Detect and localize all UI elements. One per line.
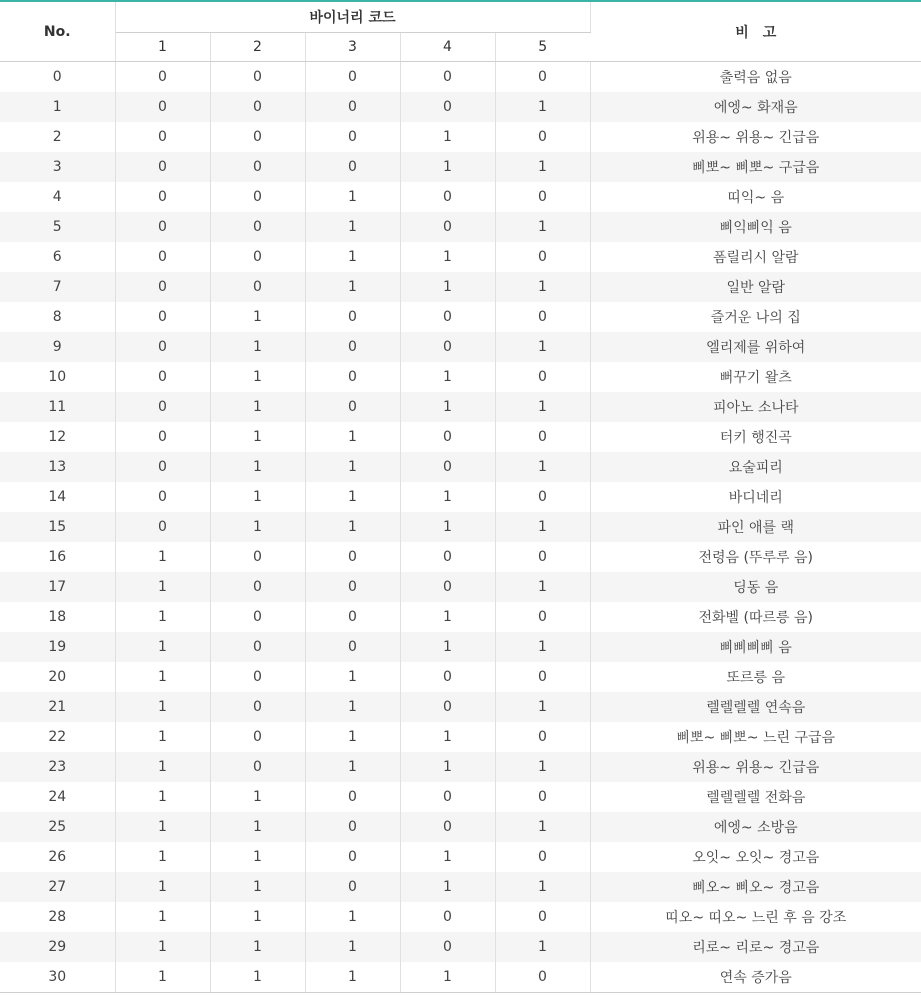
table-row bbox=[0, 962, 921, 993]
cell-bit-5: 0 bbox=[495, 602, 590, 632]
cell-bit-1: 1 bbox=[115, 722, 210, 752]
cell-bit-5: 0 bbox=[495, 242, 590, 272]
table-row bbox=[0, 932, 921, 962]
cell-note: 출력음 없음 bbox=[719, 70, 792, 86]
cell-bit-1: 0 bbox=[115, 392, 210, 422]
cell-note: 연속 증가음 bbox=[590, 962, 921, 993]
cell-no: 24 bbox=[0, 782, 115, 812]
cell-bit-5: 0 bbox=[495, 662, 590, 692]
cell-bit-4: 0 bbox=[400, 812, 495, 842]
cell-bit-1: 0 bbox=[115, 212, 210, 242]
cell-bit-1: 1 bbox=[115, 752, 210, 782]
cell-bit-5: 1 bbox=[495, 932, 590, 962]
cell-no: 4 bbox=[0, 182, 115, 212]
cell-bit-4: 1 bbox=[400, 122, 495, 152]
cell-no: 12 bbox=[0, 422, 115, 452]
cell-bit-3: 1 bbox=[305, 962, 400, 993]
cell-bit-4: 0 bbox=[400, 302, 495, 332]
cell-note: 위용~ 위용~ 긴급음 bbox=[692, 130, 820, 146]
table-row bbox=[0, 182, 921, 212]
cell-bit-4: 0 bbox=[400, 572, 495, 602]
cell-bit-2: 0 bbox=[210, 692, 305, 722]
table-row bbox=[0, 782, 921, 812]
cell-bit-4: 0 bbox=[400, 212, 495, 242]
cell-note: 오잇~ 오잇~ 경고음 bbox=[692, 850, 820, 866]
cell-bit-3: 0 bbox=[305, 842, 400, 872]
cell-bit-1: 0 bbox=[115, 452, 210, 482]
cell-bit-2: 0 bbox=[210, 602, 305, 632]
cell-bit-3: 1 bbox=[305, 512, 400, 542]
cell-no: 0 bbox=[0, 62, 115, 93]
cell-bit-2: 0 bbox=[210, 752, 305, 782]
cell-no: 5 bbox=[0, 212, 115, 242]
cell-bit-2: 1 bbox=[210, 422, 305, 452]
cell-bit-5: 0 bbox=[495, 962, 590, 993]
cell-bit-4: 1 bbox=[400, 632, 495, 662]
table-row bbox=[0, 242, 921, 272]
header-note: 비 고 bbox=[590, 1, 921, 62]
table-row bbox=[0, 902, 921, 932]
cell-bit-2: 1 bbox=[210, 452, 305, 482]
cell-bit-4: 1 bbox=[400, 752, 495, 782]
header-bit-1: 1 bbox=[115, 33, 210, 62]
cell-no: 11 bbox=[0, 392, 115, 422]
cell-bit-3: 0 bbox=[305, 362, 400, 392]
cell-bit-4: 1 bbox=[400, 242, 495, 272]
cell-bit-3: 0 bbox=[305, 302, 400, 332]
cell-no: 16 bbox=[0, 542, 115, 572]
cell-bit-3: 0 bbox=[305, 92, 400, 122]
cell-bit-3: 1 bbox=[305, 722, 400, 752]
cell-bit-1: 1 bbox=[115, 662, 210, 692]
cell-bit-1: 1 bbox=[115, 602, 210, 632]
cell-bit-3: 1 bbox=[305, 182, 400, 212]
cell-bit-3: 1 bbox=[305, 212, 400, 242]
cell-note: 또르릉 음 bbox=[726, 670, 786, 686]
table-row bbox=[0, 662, 921, 692]
cell-bit-4: 1 bbox=[400, 482, 495, 512]
cell-bit-1: 0 bbox=[115, 122, 210, 152]
cell-no: 3 bbox=[0, 152, 115, 182]
cell-bit-5: 0 bbox=[495, 122, 590, 152]
cell-bit-3: 1 bbox=[305, 692, 400, 722]
cell-no: 9 bbox=[0, 332, 115, 362]
cell-bit-1: 1 bbox=[115, 872, 210, 902]
cell-bit-3: 0 bbox=[305, 602, 400, 632]
cell-bit-1: 0 bbox=[115, 302, 210, 332]
cell-bit-5: 1 bbox=[495, 272, 590, 302]
cell-bit-3: 1 bbox=[305, 272, 400, 302]
cell-bit-1: 0 bbox=[115, 152, 210, 182]
cell-bit-3: 1 bbox=[305, 902, 400, 932]
cell-no: 19 bbox=[0, 632, 115, 662]
cell-note: 렐렐렐렐 연속음 bbox=[590, 692, 921, 722]
cell-note: 터키 행진곡 bbox=[719, 430, 792, 446]
cell-note: 삐뽀~ 삐뽀~ 구급음 bbox=[590, 152, 921, 182]
cell-bit-1: 0 bbox=[115, 92, 210, 122]
table-row bbox=[0, 62, 921, 93]
cell-bit-4: 1 bbox=[400, 152, 495, 182]
cell-bit-4: 1 bbox=[400, 722, 495, 752]
cell-note: 엘리제를 위하여 bbox=[590, 332, 921, 362]
cell-bit-1: 0 bbox=[115, 62, 210, 93]
cell-bit-5: 1 bbox=[495, 92, 590, 122]
cell-bit-5: 0 bbox=[495, 542, 590, 572]
cell-bit-5: 1 bbox=[495, 152, 590, 182]
cell-no: 27 bbox=[0, 872, 115, 902]
cell-bit-4: 0 bbox=[400, 92, 495, 122]
cell-bit-5: 1 bbox=[495, 392, 590, 422]
cell-bit-5: 1 bbox=[495, 812, 590, 842]
table-row bbox=[0, 482, 921, 512]
cell-note: 즐거운 나의 집 bbox=[710, 310, 801, 326]
cell-bit-3: 1 bbox=[305, 242, 400, 272]
table-row bbox=[0, 872, 921, 902]
cell-no: 23 bbox=[0, 752, 115, 782]
table-row bbox=[0, 452, 921, 482]
cell-bit-1: 1 bbox=[115, 932, 210, 962]
cell-bit-3: 0 bbox=[305, 782, 400, 812]
cell-no: 25 bbox=[0, 812, 115, 842]
cell-bit-1: 0 bbox=[115, 362, 210, 392]
cell-bit-1: 1 bbox=[115, 572, 210, 602]
cell-bit-3: 0 bbox=[305, 332, 400, 362]
cell-no: 1 bbox=[0, 92, 115, 122]
table-row bbox=[0, 422, 921, 452]
cell-no: 14 bbox=[0, 482, 115, 512]
cell-note: 폼릴리시 알람 bbox=[712, 250, 799, 266]
cell-bit-2: 1 bbox=[210, 842, 305, 872]
cell-bit-2: 1 bbox=[210, 962, 305, 993]
cell-no: 13 bbox=[0, 452, 115, 482]
cell-bit-5: 1 bbox=[495, 452, 590, 482]
table-row bbox=[0, 692, 921, 722]
cell-bit-5: 0 bbox=[495, 842, 590, 872]
cell-bit-2: 1 bbox=[210, 362, 305, 392]
cell-bit-5: 1 bbox=[495, 512, 590, 542]
cell-no: 6 bbox=[0, 242, 115, 272]
cell-note: 에엥~ 소방음 bbox=[590, 812, 921, 842]
table-body bbox=[0, 62, 921, 993]
cell-bit-4: 1 bbox=[400, 512, 495, 542]
cell-bit-4: 0 bbox=[400, 332, 495, 362]
cell-bit-4: 1 bbox=[400, 872, 495, 902]
cell-no: 30 bbox=[0, 962, 115, 993]
cell-bit-1: 1 bbox=[115, 692, 210, 722]
cell-bit-5: 1 bbox=[495, 572, 590, 602]
cell-bit-4: 1 bbox=[400, 962, 495, 993]
cell-bit-1: 1 bbox=[115, 842, 210, 872]
cell-bit-1: 0 bbox=[115, 272, 210, 302]
cell-bit-2: 0 bbox=[210, 272, 305, 302]
cell-bit-5: 1 bbox=[495, 752, 590, 782]
cell-no: 7 bbox=[0, 272, 115, 302]
cell-note: 띠오~ 띠오~ 느린 후 음 강조 bbox=[665, 910, 847, 926]
cell-no: 22 bbox=[0, 722, 115, 752]
cell-no: 18 bbox=[0, 602, 115, 632]
cell-bit-2: 0 bbox=[210, 92, 305, 122]
cell-note: 전령음 (뚜루루 음) bbox=[698, 550, 813, 566]
cell-no: 28 bbox=[0, 902, 115, 932]
cell-bit-4: 0 bbox=[400, 182, 495, 212]
cell-note: 뻐꾸기 왈츠 bbox=[719, 370, 792, 386]
cell-bit-2: 0 bbox=[210, 122, 305, 152]
table-row bbox=[0, 512, 921, 542]
cell-no: 8 bbox=[0, 302, 115, 332]
cell-bit-5: 1 bbox=[495, 692, 590, 722]
cell-no: 26 bbox=[0, 842, 115, 872]
header-bit-5: 5 bbox=[495, 33, 590, 62]
cell-note: 삐오~ 삐오~ 경고음 bbox=[590, 872, 921, 902]
header-bit-4: 4 bbox=[400, 33, 495, 62]
cell-bit-4: 0 bbox=[400, 422, 495, 452]
cell-bit-2: 0 bbox=[210, 62, 305, 93]
cell-bit-3: 1 bbox=[305, 482, 400, 512]
cell-bit-5: 0 bbox=[495, 722, 590, 752]
table-row bbox=[0, 152, 921, 182]
cell-no: 15 bbox=[0, 512, 115, 542]
cell-bit-2: 0 bbox=[210, 722, 305, 752]
cell-note: 바디네리 bbox=[728, 490, 783, 506]
cell-note: 렐렐렐렐 전화음 bbox=[706, 790, 806, 806]
cell-bit-1: 1 bbox=[115, 902, 210, 932]
cell-bit-3: 0 bbox=[305, 122, 400, 152]
cell-bit-2: 1 bbox=[210, 872, 305, 902]
cell-bit-5: 1 bbox=[495, 872, 590, 902]
cell-bit-3: 1 bbox=[305, 752, 400, 782]
cell-bit-2: 0 bbox=[210, 152, 305, 182]
table-row bbox=[0, 392, 921, 422]
cell-no: 29 bbox=[0, 932, 115, 962]
table-row bbox=[0, 332, 921, 362]
cell-note: 삐뽀~ 삐뽀~ 느린 구급음 bbox=[676, 730, 836, 746]
cell-bit-1: 1 bbox=[115, 632, 210, 662]
cell-note: 띠익~ 음 bbox=[727, 190, 785, 206]
cell-bit-2: 1 bbox=[210, 482, 305, 512]
cell-bit-4: 0 bbox=[400, 62, 495, 93]
header-bit-2: 2 bbox=[210, 33, 305, 62]
cell-note: 파인 애를 랙 bbox=[590, 512, 921, 542]
cell-note: 일반 알람 bbox=[590, 272, 921, 302]
cell-bit-4: 1 bbox=[400, 602, 495, 632]
cell-bit-4: 0 bbox=[400, 902, 495, 932]
cell-bit-2: 0 bbox=[210, 662, 305, 692]
cell-bit-2: 0 bbox=[210, 632, 305, 662]
table-row bbox=[0, 122, 921, 152]
table-row bbox=[0, 302, 921, 332]
cell-bit-2: 0 bbox=[210, 212, 305, 242]
cell-bit-3: 0 bbox=[305, 812, 400, 842]
cell-bit-3: 0 bbox=[305, 872, 400, 902]
cell-no: 17 bbox=[0, 572, 115, 602]
cell-bit-5: 0 bbox=[495, 302, 590, 332]
cell-bit-5: 0 bbox=[495, 482, 590, 512]
table-row bbox=[0, 92, 921, 122]
cell-bit-4: 0 bbox=[400, 452, 495, 482]
cell-bit-5: 1 bbox=[495, 332, 590, 362]
cell-bit-5: 0 bbox=[495, 62, 590, 93]
cell-bit-3: 0 bbox=[305, 152, 400, 182]
cell-bit-1: 1 bbox=[115, 962, 210, 993]
cell-bit-4: 1 bbox=[400, 362, 495, 392]
cell-bit-2: 0 bbox=[210, 182, 305, 212]
cell-bit-5: 0 bbox=[495, 902, 590, 932]
cell-bit-3: 1 bbox=[305, 422, 400, 452]
cell-bit-1: 0 bbox=[115, 332, 210, 362]
cell-bit-5: 0 bbox=[495, 362, 590, 392]
cell-bit-1: 0 bbox=[115, 512, 210, 542]
cell-note: 에엥~ 화재음 bbox=[590, 92, 921, 122]
cell-bit-2: 1 bbox=[210, 512, 305, 542]
table-row bbox=[0, 722, 921, 752]
table-row bbox=[0, 212, 921, 242]
table-row bbox=[0, 812, 921, 842]
cell-bit-3: 0 bbox=[305, 632, 400, 662]
table-row bbox=[0, 572, 921, 602]
cell-bit-2: 1 bbox=[210, 932, 305, 962]
table-row bbox=[0, 632, 921, 662]
table-row bbox=[0, 602, 921, 632]
cell-bit-4: 0 bbox=[400, 782, 495, 812]
cell-note: 리로~ 리로~ 경고음 bbox=[590, 932, 921, 962]
cell-bit-4: 0 bbox=[400, 662, 495, 692]
cell-no: 21 bbox=[0, 692, 115, 722]
cell-bit-2: 1 bbox=[210, 392, 305, 422]
cell-bit-1: 1 bbox=[115, 782, 210, 812]
cell-bit-4: 1 bbox=[400, 272, 495, 302]
cell-bit-3: 0 bbox=[305, 392, 400, 422]
cell-bit-3: 0 bbox=[305, 62, 400, 93]
cell-bit-4: 0 bbox=[400, 542, 495, 572]
cell-no: 2 bbox=[0, 122, 115, 152]
cell-bit-1: 0 bbox=[115, 242, 210, 272]
header-bit-3: 3 bbox=[305, 33, 400, 62]
cell-bit-3: 0 bbox=[305, 542, 400, 572]
cell-bit-5: 0 bbox=[495, 782, 590, 812]
table-row bbox=[0, 272, 921, 302]
cell-bit-4: 1 bbox=[400, 392, 495, 422]
cell-bit-2: 1 bbox=[210, 302, 305, 332]
cell-bit-5: 1 bbox=[495, 632, 590, 662]
cell-bit-2: 1 bbox=[210, 782, 305, 812]
table-row bbox=[0, 842, 921, 872]
cell-bit-1: 1 bbox=[115, 812, 210, 842]
cell-note: 위용~ 위용~ 긴급음 bbox=[590, 752, 921, 782]
cell-bit-2: 1 bbox=[210, 332, 305, 362]
cell-bit-1: 0 bbox=[115, 422, 210, 452]
cell-bit-3: 1 bbox=[305, 932, 400, 962]
cell-bit-1: 0 bbox=[115, 182, 210, 212]
cell-bit-5: 0 bbox=[495, 182, 590, 212]
header-no: No. bbox=[0, 1, 115, 62]
cell-no: 10 bbox=[0, 362, 115, 392]
cell-note: 피아노 소나타 bbox=[590, 392, 921, 422]
cell-no: 20 bbox=[0, 662, 115, 692]
cell-bit-1: 1 bbox=[115, 542, 210, 572]
cell-bit-3: 1 bbox=[305, 662, 400, 692]
cell-bit-2: 0 bbox=[210, 242, 305, 272]
cell-bit-5: 1 bbox=[495, 212, 590, 242]
cell-bit-4: 1 bbox=[400, 842, 495, 872]
cell-bit-4: 0 bbox=[400, 932, 495, 962]
cell-bit-5: 0 bbox=[495, 422, 590, 452]
cell-bit-4: 0 bbox=[400, 692, 495, 722]
cell-note: 전화벨 (따르릉 음) bbox=[698, 610, 813, 626]
cell-bit-2: 1 bbox=[210, 902, 305, 932]
cell-bit-3: 1 bbox=[305, 452, 400, 482]
table-row bbox=[0, 542, 921, 572]
cell-note: 딩동 음 bbox=[590, 572, 921, 602]
cell-note: 삐삐삐삐 음 bbox=[590, 632, 921, 662]
cell-bit-2: 0 bbox=[210, 572, 305, 602]
table-header bbox=[0, 1, 921, 62]
cell-note: 요술피리 bbox=[590, 452, 921, 482]
table-row bbox=[0, 362, 921, 392]
cell-bit-2: 0 bbox=[210, 542, 305, 572]
table-row bbox=[0, 752, 921, 782]
cell-bit-1: 0 bbox=[115, 482, 210, 512]
cell-bit-2: 1 bbox=[210, 812, 305, 842]
cell-note: 삐익삐익 음 bbox=[590, 212, 921, 242]
header-binary-code: 바이너리 코드 bbox=[115, 1, 590, 33]
cell-bit-3: 0 bbox=[305, 572, 400, 602]
